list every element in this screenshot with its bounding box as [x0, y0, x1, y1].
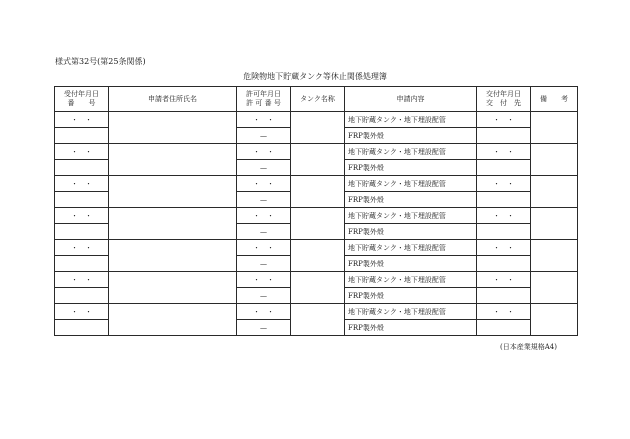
delivery-date-cell[interactable]: ・ ・: [477, 112, 531, 128]
ledger-body: [55, 112, 578, 336]
tank-name-cell[interactable]: [291, 208, 345, 240]
applicant-cell[interactable]: [109, 144, 237, 176]
permit-number-cell[interactable]: —: [237, 288, 291, 304]
header-receipt-number: 番 号: [67, 99, 96, 107]
permit-date-cell[interactable]: ・ ・: [237, 112, 291, 128]
table-row: [55, 208, 578, 224]
receipt-date-cell[interactable]: ・ ・: [55, 272, 109, 288]
permit-date-cell[interactable]: ・ ・: [237, 144, 291, 160]
applicant-cell[interactable]: [109, 272, 237, 304]
application-content-line1: 地下貯蔵タンク・地下埋設配管: [345, 112, 477, 128]
permit-date-cell[interactable]: ・ ・: [237, 240, 291, 256]
table-row: [55, 240, 578, 256]
remarks-cell[interactable]: [531, 272, 578, 304]
application-content-line1: 地下貯蔵タンク・地下埋設配管: [345, 240, 477, 256]
permit-number-cell[interactable]: —: [237, 320, 291, 336]
delivery-to-cell[interactable]: [477, 160, 531, 176]
delivery-date-cell[interactable]: ・ ・: [477, 304, 531, 320]
receipt-number-cell[interactable]: [55, 256, 109, 272]
application-content-line2: FRP製外殻: [345, 288, 477, 304]
header-receipt: [55, 87, 109, 112]
receipt-number-cell[interactable]: [55, 160, 109, 176]
application-content-line2: FRP製外殻: [345, 256, 477, 272]
processing-ledger-table: [54, 86, 578, 336]
applicant-cell[interactable]: [109, 208, 237, 240]
permit-number-cell[interactable]: —: [237, 128, 291, 144]
tank-name-cell[interactable]: [291, 144, 345, 176]
receipt-date-cell[interactable]: ・ ・: [55, 240, 109, 256]
tank-name-cell[interactable]: [291, 176, 345, 208]
header-tank-name: タンク名称: [291, 87, 345, 112]
delivery-to-cell[interactable]: [477, 192, 531, 208]
permit-number-cell[interactable]: —: [237, 224, 291, 240]
receipt-date-cell[interactable]: ・ ・: [55, 304, 109, 320]
table-row: [55, 304, 578, 320]
application-content-line1: 地下貯蔵タンク・地下埋設配管: [345, 144, 477, 160]
applicant-cell[interactable]: [109, 112, 237, 144]
delivery-to-cell[interactable]: [477, 288, 531, 304]
delivery-to-cell[interactable]: [477, 256, 531, 272]
receipt-date-cell[interactable]: ・ ・: [55, 144, 109, 160]
remarks-cell[interactable]: [531, 304, 578, 336]
remarks-cell[interactable]: [531, 144, 578, 176]
form-number: 様式第32号(第25条関係): [55, 57, 146, 66]
tank-name-cell[interactable]: [291, 304, 345, 336]
delivery-to-cell[interactable]: [477, 224, 531, 240]
permit-date-cell[interactable]: ・ ・: [237, 176, 291, 192]
receipt-number-cell[interactable]: [55, 192, 109, 208]
application-content-line2: FRP製外殻: [345, 160, 477, 176]
application-content-line2: FRP製外殻: [345, 224, 477, 240]
application-content-line1: 地下貯蔵タンク・地下埋設配管: [345, 304, 477, 320]
applicant-cell[interactable]: [109, 176, 237, 208]
receipt-date-cell[interactable]: ・ ・: [55, 208, 109, 224]
tank-name-cell[interactable]: [291, 112, 345, 144]
applicant-cell[interactable]: [109, 240, 237, 272]
header-receipt-date: 受付年月日: [64, 90, 99, 98]
tank-name-cell[interactable]: [291, 240, 345, 272]
table-row: [55, 144, 578, 160]
remarks-cell[interactable]: [531, 240, 578, 272]
permit-number-cell[interactable]: —: [237, 192, 291, 208]
delivery-to-cell[interactable]: [477, 320, 531, 336]
delivery-date-cell[interactable]: ・ ・: [477, 144, 531, 160]
header-application-content: 申請内容: [345, 87, 477, 112]
page-title: 危険物地下貯蔵タンク等休止関係処理簿: [243, 72, 387, 81]
application-content-line2: FRP製外殻: [345, 128, 477, 144]
header-permit: [237, 87, 291, 112]
delivery-date-cell[interactable]: ・ ・: [477, 240, 531, 256]
permit-date-cell[interactable]: ・ ・: [237, 208, 291, 224]
remarks-cell[interactable]: [531, 112, 578, 144]
table-row: [55, 176, 578, 192]
application-content-line1: 地下貯蔵タンク・地下埋設配管: [345, 272, 477, 288]
application-content-line2: FRP製外殻: [345, 320, 477, 336]
header-permit-date: 許可年月日: [246, 90, 281, 98]
application-content-line2: FRP製外殻: [345, 192, 477, 208]
header-delivery-to: 交 付 先: [486, 99, 521, 107]
permit-date-cell[interactable]: ・ ・: [237, 304, 291, 320]
receipt-date-cell[interactable]: ・ ・: [55, 176, 109, 192]
application-content-line1: 地下貯蔵タンク・地下埋設配管: [345, 176, 477, 192]
paper-size-note: (日本産業規格A4): [500, 343, 557, 351]
permit-number-cell[interactable]: —: [237, 256, 291, 272]
delivery-date-cell[interactable]: ・ ・: [477, 176, 531, 192]
header-row: [55, 87, 578, 112]
table-row: [55, 112, 578, 128]
permit-number-cell[interactable]: —: [237, 160, 291, 176]
applicant-cell[interactable]: [109, 304, 237, 336]
permit-date-cell[interactable]: ・ ・: [237, 272, 291, 288]
remarks-cell[interactable]: [531, 176, 578, 208]
tank-name-cell[interactable]: [291, 272, 345, 304]
remarks-cell[interactable]: [531, 208, 578, 240]
header-delivery: [477, 87, 531, 112]
receipt-number-cell[interactable]: [55, 320, 109, 336]
header-delivery-date: 交付年月日: [486, 90, 521, 98]
delivery-date-cell[interactable]: ・ ・: [477, 208, 531, 224]
receipt-number-cell[interactable]: [55, 224, 109, 240]
receipt-date-cell[interactable]: ・ ・: [55, 112, 109, 128]
header-remarks: 備 考: [531, 87, 578, 112]
delivery-to-cell[interactable]: [477, 128, 531, 144]
receipt-number-cell[interactable]: [55, 128, 109, 144]
application-content-line1: 地下貯蔵タンク・地下埋設配管: [345, 208, 477, 224]
header-applicant: 申請者住所氏名: [109, 87, 237, 112]
header-permit-number: 許 可 番 号: [246, 99, 281, 107]
receipt-number-cell[interactable]: [55, 288, 109, 304]
table-row: [55, 272, 578, 288]
delivery-date-cell[interactable]: ・ ・: [477, 272, 531, 288]
